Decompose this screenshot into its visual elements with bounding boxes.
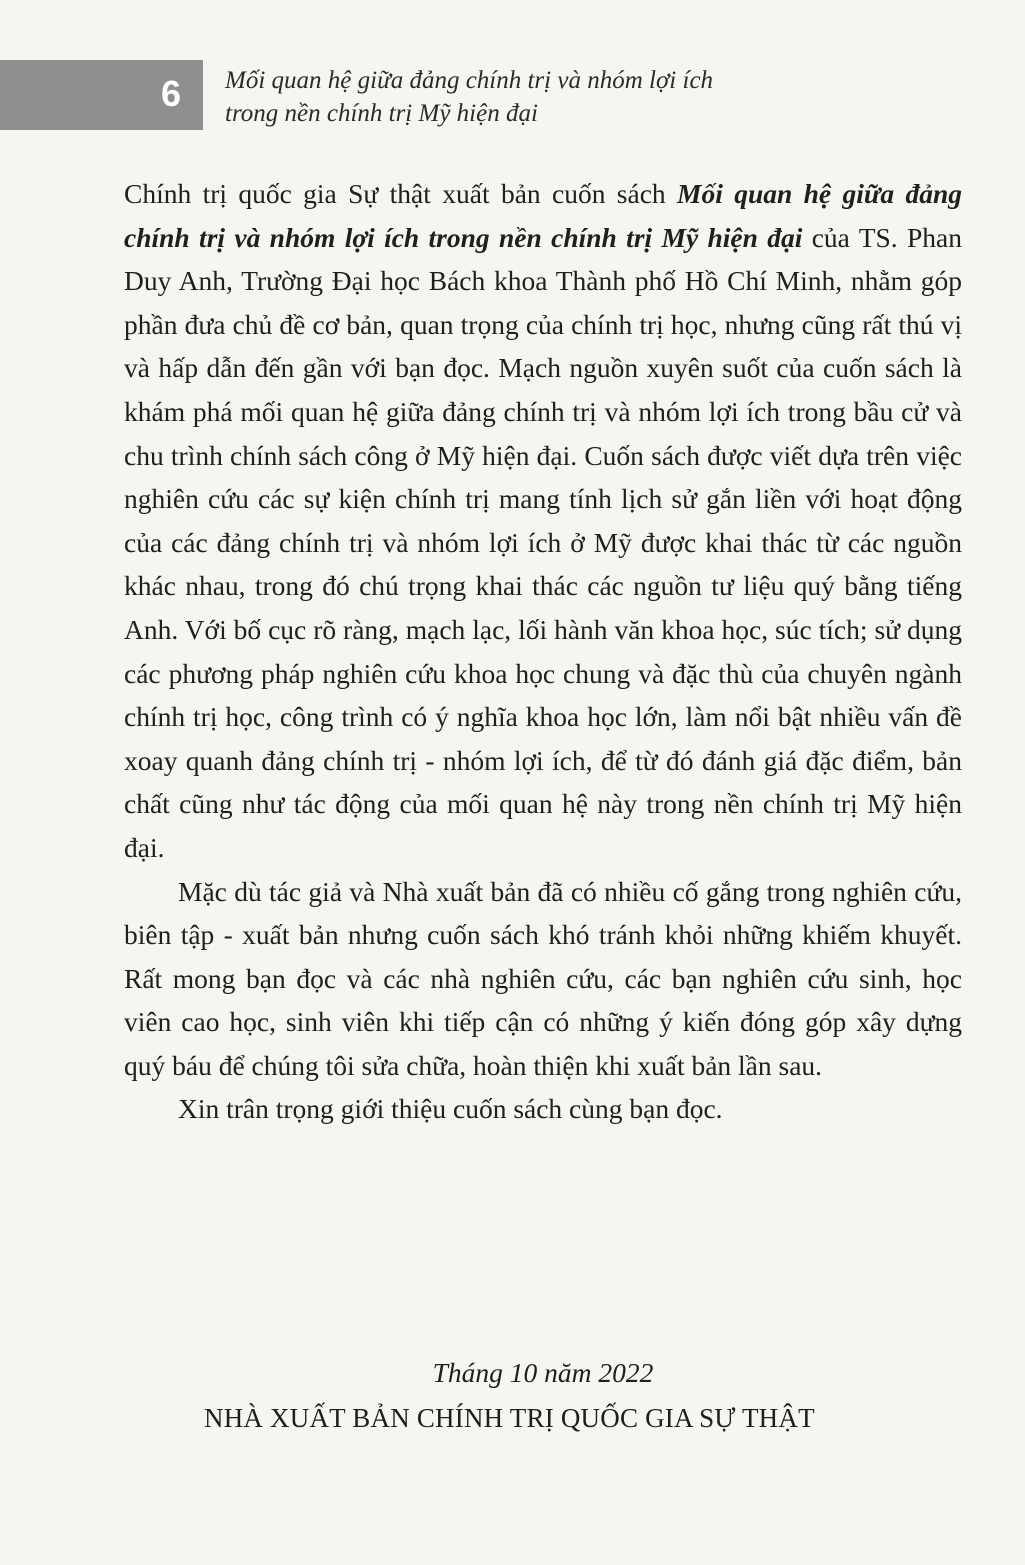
- page-number: 6: [160, 73, 181, 114]
- running-title-line-2: trong nền chính trị Mỹ hiện đại: [225, 100, 538, 127]
- body-text: [124, 172, 962, 1131]
- page-number-tab: [0, 60, 203, 130]
- running-title-line-1: Mối quan hệ giữa đảng chính trị và nhóm lợi ích: [225, 67, 714, 94]
- running-header: [0, 60, 1025, 130]
- paragraph-apology: Mặc dù tác giả và Nhà xuất bản đã có nhiều cố gắng trong nghiên cứu, biên tập - xuất bản nhưng cuốn sách khó tránh khỏi những khiếm khuyết. Rất mong bạn đọc và các nhà nghiên cứu, các bạn nghiên cứu sinh, học viên cao học, sinh viên khi tiếp cận có những ý kiến đóng góp xây dựng quý báu để chúng tôi sửa chữa, hoàn thiện khi xuất bản lần sau.: [124, 875, 962, 1081]
- paragraph-closing: Xin trân trọng giới thiệu cuốn sách cùng bạn đọc.: [178, 1093, 723, 1125]
- running-title: [225, 64, 713, 130]
- intro-prefix: Chính trị quốc gia Sự thật xuất bản cuốn sách: [124, 178, 678, 209]
- paragraph-intro: [124, 172, 962, 870]
- intro-rest: của TS. Phan Duy Anh, Trường Đại học Bách khoa Thành phố Hồ Chí Minh, nhằm góp phần đưa chủ đề cơ bản, quan trọng của chính trị học, nhưng cũng rất thú vị và hấp dẫn đến gần với bạn đọc. Mạch nguồn xuyên suốt của cuốn sách là khám phá mối quan hệ giữa đảng chính trị và nhóm lợi ích trong bầu cử và chu trình chính sách công ở Mỹ hiện đại. Cuốn sách được viết dựa trên việc nghiên cứu các sự kiện chính trị mang tính lịch sử gắn liền với hoạt động của các đảng chính trị và nhóm lợi ích ở Mỹ được khai thác từ các nguồn khác nhau, trong đó chú trọng khai thác các nguồn tư liệu quý bằng tiếng Anh. Với bố cục rõ ràng, mạch lạc, lối hành văn khoa học, súc tích; sử dụng các phương pháp nghiên cứu khoa học chung và đặc thù của chuyên ngành chính trị học, công trình có ý nghĩa khoa học lớn, làm nổi bật nhiều vấn đề xoay quanh đảng chính trị - nhóm lợi ích, để từ đó đánh giá đặc điểm, bản chất cũng như tác động của mối quan hệ này trong nền chính trị Mỹ hiện đại.: [124, 221, 962, 863]
- book-title: Mối quan hệ giữa đảng chính trị và nhóm lợi ích trong nền chính trị Mỹ hiện đại: [124, 178, 962, 253]
- signature-date: Tháng 10 năm 2022: [432, 1357, 654, 1388]
- signature-publisher: NHÀ XUẤT BẢN CHÍNH TRỊ QUỐC GIA SỰ THẬT: [204, 1403, 815, 1433]
